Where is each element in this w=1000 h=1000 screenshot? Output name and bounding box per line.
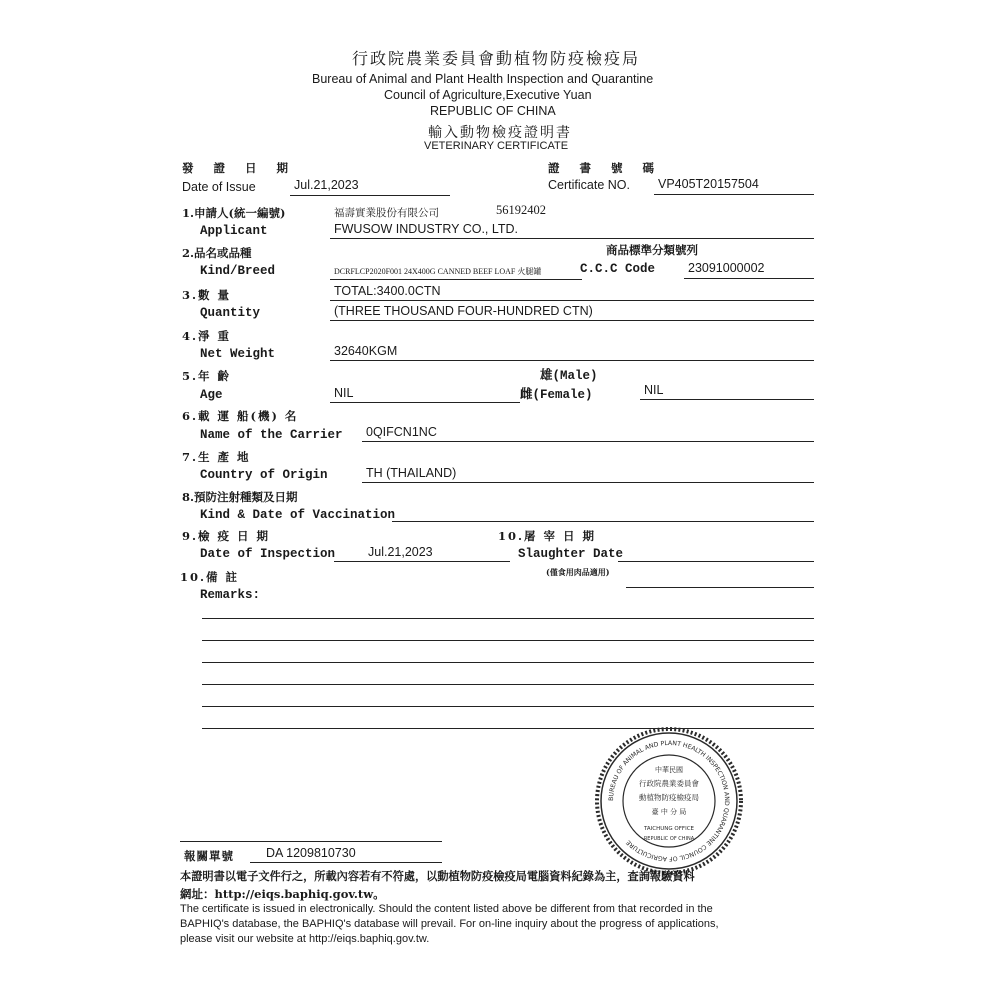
declaration-label-cn: 報關單號 bbox=[184, 849, 234, 863]
bureau-title-cn: 行政院農業委員會動植物防疫檢疫局 bbox=[352, 49, 641, 68]
net-weight-label-cn: 4.淨 重 bbox=[182, 329, 232, 343]
declaration-value: DA 1209810730 bbox=[266, 846, 356, 860]
remarks-label-cn: 10.備 註 bbox=[180, 570, 240, 584]
cert-title-en: VETERINARY CERTIFICATE bbox=[424, 140, 569, 152]
bureau-title-en: Bureau of Animal and Plant Health Inspection and Quarantine bbox=[312, 72, 654, 86]
ccc-value: 23091000002 bbox=[688, 261, 765, 275]
kind-label-cn: 2.品名或品種 bbox=[182, 246, 252, 260]
origin-value: TH (THAILAND) bbox=[366, 466, 457, 480]
cert-no-label-en: Certificate NO. bbox=[548, 178, 630, 192]
slaughter-note-cn: (僅食用肉品適用) bbox=[546, 567, 610, 577]
applicant-label-cn: 1.申請人(統一編號) bbox=[182, 206, 286, 220]
issue-date-label-cn: 發 證 日 期 bbox=[182, 161, 297, 175]
issue-date-value: Jul.21,2023 bbox=[294, 178, 359, 192]
ccc-title-cn: 商品標準分類號列 bbox=[606, 243, 698, 257]
kind-value: DCRFLCP2020F001 24X400G CANNED BEEF LOAF 火腿罐 bbox=[334, 267, 542, 276]
applicant-value-cn: 福壽實業股份有限公司 bbox=[334, 207, 439, 219]
kind-label-en: Kind/Breed bbox=[200, 264, 276, 278]
issue-date-label-en: Date of Issue bbox=[182, 180, 256, 194]
age-label-cn: 5.年 齡 bbox=[182, 369, 232, 383]
seal-center-2: 行政院農業委員會 bbox=[639, 779, 699, 788]
net-weight-label-en: Net Weight bbox=[200, 347, 276, 361]
cert-no-value: VP405T20157504 bbox=[658, 177, 759, 191]
carrier-value: 0QIFCN1NC bbox=[366, 425, 437, 439]
seal-center-3: 動植物防疫檢疫局 bbox=[639, 793, 699, 802]
slaughter-label-en: Slaughter Date bbox=[518, 547, 624, 561]
notice-en-line-3: please visit our website at http://eiqs.baphiq.gov.tw. bbox=[180, 933, 430, 945]
seal-bottom-2: REPUBLIC OF CHINA bbox=[643, 836, 695, 842]
notice-cn-line-1: 本證明書以電子文件行之，所載內容若有不符處，以動植物防疫檢疫局電腦資料紀錄為主，查詢報驗資料 bbox=[180, 869, 695, 883]
female-value: NIL bbox=[644, 383, 664, 397]
net-weight-value: 32640KGM bbox=[334, 344, 398, 358]
notice-en-line-2: BAPHIQ's database, the BAPHIQ's database will prevail. For on-line inquiry about the progress of applications, bbox=[180, 918, 719, 930]
vaccination-label-cn: 8.預防注射種類及日期 bbox=[182, 490, 298, 504]
quantity-label-cn: 3.數 量 bbox=[182, 288, 232, 302]
applicant-id: 56192402 bbox=[496, 203, 546, 217]
origin-label-en: Country of Origin bbox=[200, 468, 328, 482]
seal-bottom-1: TAICHUNG OFFICE bbox=[643, 826, 695, 832]
official-seal bbox=[594, 726, 744, 876]
male-label: 雄(Male) bbox=[540, 369, 598, 383]
inspection-label-cn: 9.檢 疫 日 期 bbox=[182, 529, 271, 543]
carrier-label-en: Name of the Carrier bbox=[200, 428, 343, 442]
origin-label-cn: 7.生 產 地 bbox=[182, 450, 251, 464]
seal-center-4: 臺 中 分 局 bbox=[651, 808, 687, 816]
quantity-value-2: (THREE THOUSAND FOUR-HUNDRED CTN) bbox=[334, 304, 593, 318]
cert-title-cn: 輸入動物檢疫證明書 bbox=[428, 125, 572, 141]
applicant-label-en: Applicant bbox=[200, 224, 268, 238]
female-label: 雌(Female) bbox=[520, 388, 593, 402]
notice-en-line-1: The certificate is issued in electronically. Should the content listed above be different from that recorded in the bbox=[180, 903, 713, 915]
slaughter-label-cn: 10.屠 宰 日 期 bbox=[498, 529, 597, 543]
quantity-value-1: TOTAL:3400.0CTN bbox=[334, 284, 441, 298]
cert-no-label-cn: 證 書 號 碼 bbox=[548, 161, 663, 175]
age-value: NIL bbox=[334, 386, 354, 400]
seal-ring-text: BUREAU OF ANIMAL AND PLANT HEALTH INSPECTION AND QUARANTINE COUNCIL OF AGRICULTURE bbox=[607, 739, 731, 863]
quantity-label-en: Quantity bbox=[200, 306, 261, 320]
country-title-en: REPUBLIC OF CHINA bbox=[430, 104, 556, 118]
council-title-en: Council of Agriculture,Executive Yuan bbox=[384, 88, 592, 102]
carrier-label-cn: 6.載 運 船(機) 名 bbox=[182, 409, 299, 423]
inspection-value: Jul.21,2023 bbox=[368, 545, 433, 559]
ccc-label: C.C.C Code bbox=[580, 262, 656, 276]
notice-cn-line-2: 網址：http://eiqs.baphiq.gov.tw。 bbox=[180, 887, 385, 901]
inspection-label-en: Date of Inspection bbox=[200, 547, 336, 561]
remarks-label-en: Remarks: bbox=[200, 588, 261, 602]
age-label-en: Age bbox=[200, 388, 223, 402]
applicant-value-en: FWUSOW INDUSTRY CO., LTD. bbox=[334, 222, 519, 236]
vaccination-label-en: Kind & Date of Vaccination bbox=[200, 508, 396, 522]
seal-center-1: 中華民國 bbox=[655, 766, 683, 774]
